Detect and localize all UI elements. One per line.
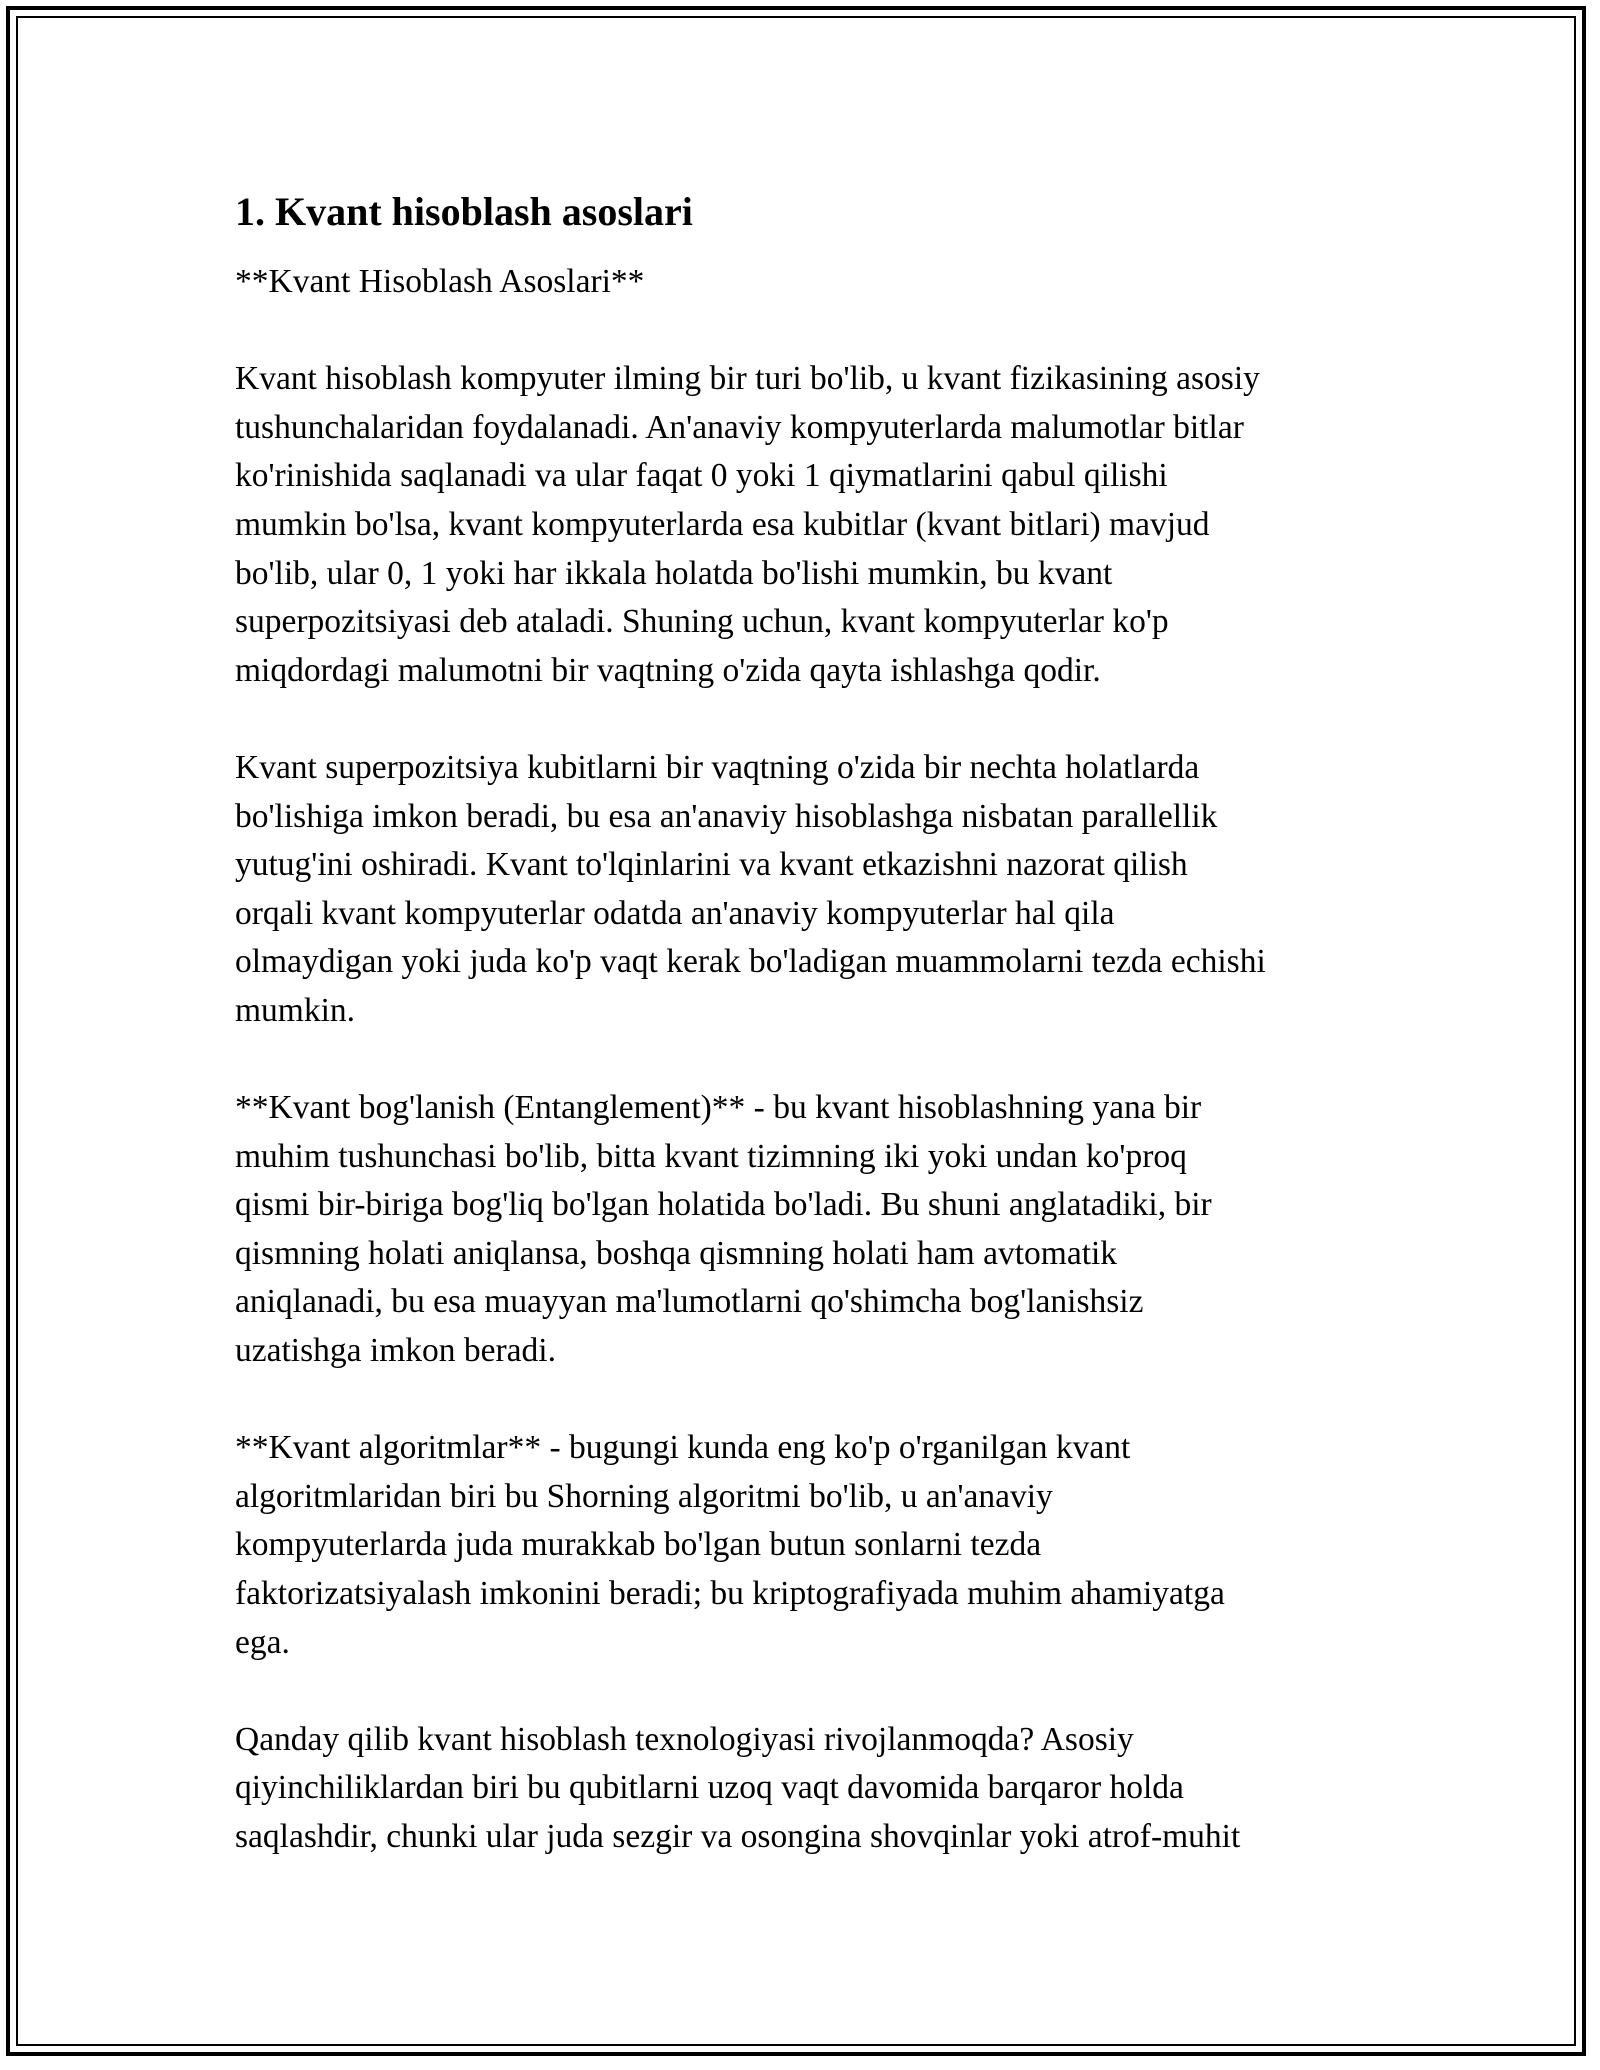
development-paragraph: Qanday qilib kvant hisoblash texnologiyasi rivojlanmoqda? Asosiy qiyinchiliklardan biri bu qubitlarni uzoq vaqt davomida barqaror holda saqlashdir, chunki ular juda sezgir va osongina shovqinlar yoki atrof-muhit <box>235 1720 1241 1855</box>
superposition-paragraph: Kvant superpozitsiya kubitlarni bir vaqtning o'zida bir nechta holatlarda bo'lishiga imkon beradi, bu esa an'anaviy hisoblashga nisbatan parallellik yutug'ini oshiradi. Kvant to'lqinlarini va kvant etkazishni nazorat qilish orqali kvant kompyuterlar odatda an'anaviy kompyuterlar hal qila olmaydigan yoki juda ko'p vaqt kerak bo'ladigan muammolarni tezda echishi mumkin. <box>235 748 1266 1029</box>
entanglement-paragraph: **Kvant bog'lanish (Entanglement)** - bu kvant hisoblashning yana bir muhim tushunchasi bo'lib, bitta kvant tizimning iki yoki undan ko'proq qismi bir-biriga bog'liq bo'lgan holatida bo'ladi. Bu shuni anglatadiki, bir qismning holati aniqlansa, boshqa qismning holati ham avtomatik aniqlanadi, bu esa muayyan ma'lumotlarni qo'shimcha bog'lanishsiz uzatishga imkon beradi. <box>235 1089 1212 1370</box>
intro-paragraph: Kvant hisoblash kompyuter ilming bir turi bo'lib, u kvant fizikasining asosiy tushunchalaridan foydalanadi. An'anaviy kompyuterlarda malumotlar bitlar ko'rinishida saqlanadi va ular faqat 0 yoki 1 qiymatlarini qabul qilishi mumkin bo'lsa, kvant kompyuterlarda esa kubitlar (kvant bitlari) mavjud bo'lib, ular 0, 1 yoki har ikkala holatda bo'lishi mumkin, bu kvant superpozitsiyasi deb ataladi. Shuning uchun, kvant kompyuterlar ko'p miqdordagi malumotni bir vaqtning o'zida qayta ishlashga qodir. <box>235 360 1260 689</box>
document-body <box>235 186 1370 1910</box>
algorithms-paragraph: **Kvant algoritmlar** - bugungi kunda eng ko'p o'rganilgan kvant algoritmlaridan biri bu Shorning algoritmi bo'lib, u an'anaviy kompyuterlarda juda murakkab bo'lgan butun sonlarni tezda faktorizatsiyalash imkonini beradi; bu kriptografiyada muhim ahamiyatga ega. <box>235 1429 1225 1661</box>
section-heading: 1. Kvant hisoblash asoslari <box>235 189 693 234</box>
subtitle-paragraph: **Kvant Hisoblash Asoslari** <box>235 263 645 300</box>
